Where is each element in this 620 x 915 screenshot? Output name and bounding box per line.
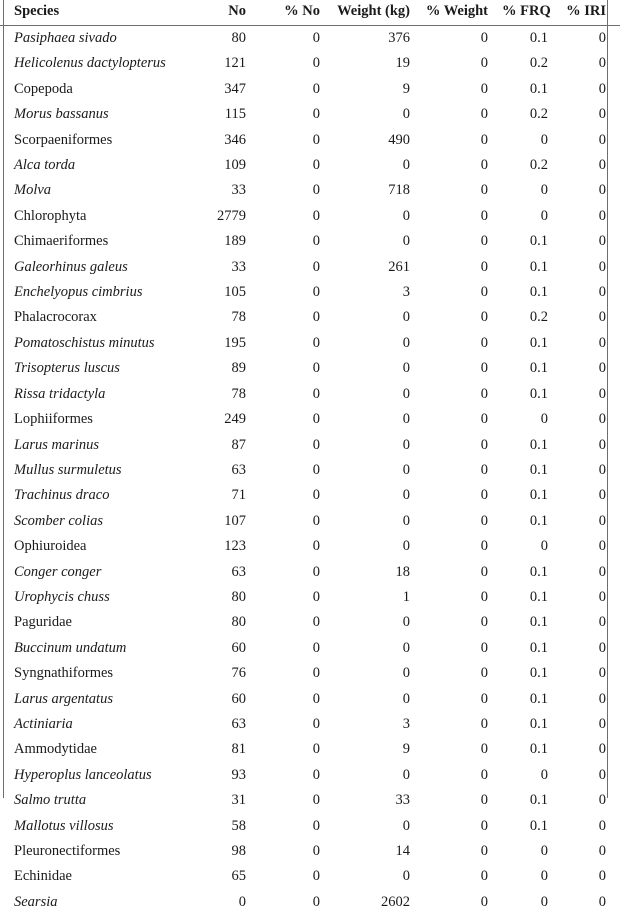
cell-species: Urophycis chuss [0, 585, 196, 610]
cell-species: Mullus surmuletus [0, 458, 196, 483]
cell-no: 107 [196, 509, 260, 534]
cell-pct-iri: 0 [562, 382, 620, 407]
cell-no: 65 [196, 864, 260, 889]
column-header-weight[interactable]: Weight (kg) [334, 0, 424, 26]
cell-pct-frq: 0 [502, 178, 562, 203]
cell-pct-frq: 0.1 [502, 280, 562, 305]
cell-species: Conger conger [0, 560, 196, 585]
cell-pct-wt: 0 [424, 229, 502, 254]
cell-weight: 0 [334, 204, 424, 229]
cell-weight: 0 [334, 153, 424, 178]
cell-species: Molva [0, 178, 196, 203]
cell-no: 33 [196, 178, 260, 203]
cell-pct-wt: 0 [424, 661, 502, 686]
cell-pct-frq: 0.2 [502, 305, 562, 330]
cell-weight: 0 [334, 458, 424, 483]
cell-pct-iri: 0 [562, 712, 620, 737]
cell-no: 189 [196, 229, 260, 254]
cell-pct-no: 0 [260, 483, 334, 508]
table-left-border [3, 0, 4, 798]
cell-pct-frq: 0.1 [502, 229, 562, 254]
cell-pct-no: 0 [260, 102, 334, 127]
table-row[interactable] [0, 737, 620, 762]
cell-pct-wt: 0 [424, 712, 502, 737]
cell-pct-frq: 0.2 [502, 102, 562, 127]
cell-species: Searsia [0, 890, 196, 915]
cell-weight: 0 [334, 356, 424, 381]
cell-weight: 0 [334, 610, 424, 635]
cell-no: 123 [196, 534, 260, 559]
cell-no: 63 [196, 712, 260, 737]
cell-pct-wt: 0 [424, 51, 502, 76]
cell-pct-frq: 0.1 [502, 382, 562, 407]
cell-pct-wt: 0 [424, 356, 502, 381]
cell-pct-wt: 0 [424, 737, 502, 762]
table-row[interactable] [0, 178, 620, 203]
cell-pct-no: 0 [260, 51, 334, 76]
cell-no: 63 [196, 560, 260, 585]
cell-pct-iri: 0 [562, 839, 620, 864]
cell-pct-no: 0 [260, 560, 334, 585]
cell-pct-wt: 0 [424, 763, 502, 788]
cell-pct-no: 0 [260, 280, 334, 305]
cell-pct-frq: 0 [502, 128, 562, 153]
cell-species: Echinidae [0, 864, 196, 889]
column-header-species[interactable]: Species [0, 0, 196, 26]
cell-weight: 2602 [334, 890, 424, 915]
cell-pct-no: 0 [260, 610, 334, 635]
cell-weight: 0 [334, 687, 424, 712]
table-row[interactable] [0, 128, 620, 153]
cell-pct-wt: 0 [424, 280, 502, 305]
cell-weight: 0 [334, 382, 424, 407]
cell-species: Chimaeriformes [0, 229, 196, 254]
cell-weight: 261 [334, 255, 424, 280]
table-row[interactable] [0, 890, 620, 915]
cell-weight: 0 [334, 483, 424, 508]
cell-no: 346 [196, 128, 260, 153]
table-row[interactable] [0, 204, 620, 229]
cell-weight: 0 [334, 636, 424, 661]
cell-pct-wt: 0 [424, 153, 502, 178]
cell-pct-iri: 0 [562, 305, 620, 330]
cell-pct-wt: 0 [424, 560, 502, 585]
cell-pct-iri: 0 [562, 51, 620, 76]
cell-pct-iri: 0 [562, 890, 620, 915]
cell-pct-no: 0 [260, 534, 334, 559]
cell-pct-frq: 0.1 [502, 636, 562, 661]
cell-weight: 9 [334, 77, 424, 102]
cell-pct-frq: 0.1 [502, 458, 562, 483]
cell-pct-wt: 0 [424, 102, 502, 127]
cell-pct-iri: 0 [562, 687, 620, 712]
table-row[interactable] [0, 712, 620, 737]
cell-no: 78 [196, 305, 260, 330]
cell-pct-iri: 0 [562, 77, 620, 102]
cell-pct-frq: 0.1 [502, 331, 562, 356]
cell-pct-iri: 0 [562, 864, 620, 889]
cell-species: Rissa tridactyla [0, 382, 196, 407]
table-row[interactable] [0, 331, 620, 356]
cell-no: 78 [196, 382, 260, 407]
cell-pct-wt: 0 [424, 305, 502, 330]
cell-pct-wt: 0 [424, 636, 502, 661]
cell-no: 109 [196, 153, 260, 178]
table-row[interactable] [0, 102, 620, 127]
table-row[interactable] [0, 585, 620, 610]
cell-weight: 3 [334, 712, 424, 737]
cell-pct-frq: 0.1 [502, 560, 562, 585]
table-row[interactable] [0, 687, 620, 712]
cell-no: 105 [196, 280, 260, 305]
cell-species: Helicolenus dactylopterus [0, 51, 196, 76]
cell-pct-iri: 0 [562, 356, 620, 381]
cell-weight: 0 [334, 305, 424, 330]
cell-pct-iri: 0 [562, 204, 620, 229]
table-row[interactable] [0, 26, 620, 52]
table-row[interactable] [0, 255, 620, 280]
cell-pct-no: 0 [260, 26, 334, 52]
cell-species: Mallotus villosus [0, 814, 196, 839]
cell-pct-no: 0 [260, 255, 334, 280]
cell-pct-wt: 0 [424, 839, 502, 864]
cell-no: 93 [196, 763, 260, 788]
cell-pct-no: 0 [260, 331, 334, 356]
cell-no: 121 [196, 51, 260, 76]
cell-pct-no: 0 [260, 128, 334, 153]
cell-pct-wt: 0 [424, 788, 502, 813]
cell-species: Larus marinus [0, 433, 196, 458]
cell-pct-wt: 0 [424, 407, 502, 432]
cell-pct-no: 0 [260, 636, 334, 661]
cell-pct-iri: 0 [562, 26, 620, 52]
cell-no: 60 [196, 687, 260, 712]
cell-pct-iri: 0 [562, 407, 620, 432]
table-body [0, 26, 620, 915]
cell-pct-no: 0 [260, 737, 334, 762]
cell-pct-iri: 0 [562, 433, 620, 458]
cell-pct-no: 0 [260, 864, 334, 889]
cell-pct-iri: 0 [562, 585, 620, 610]
cell-pct-no: 0 [260, 382, 334, 407]
cell-weight: 0 [334, 814, 424, 839]
cell-pct-frq: 0.1 [502, 712, 562, 737]
cell-weight: 14 [334, 839, 424, 864]
cell-pct-frq: 0.1 [502, 483, 562, 508]
cell-pct-iri: 0 [562, 229, 620, 254]
table-row[interactable] [0, 814, 620, 839]
cell-pct-frq: 0 [502, 534, 562, 559]
cell-pct-no: 0 [260, 407, 334, 432]
table-row[interactable] [0, 305, 620, 330]
cell-pct-wt: 0 [424, 77, 502, 102]
cell-pct-frq: 0.1 [502, 661, 562, 686]
cell-pct-frq: 0 [502, 204, 562, 229]
cell-weight: 0 [334, 102, 424, 127]
header-row [0, 0, 620, 26]
cell-pct-no: 0 [260, 661, 334, 686]
cell-weight: 0 [334, 509, 424, 534]
cell-pct-iri: 0 [562, 128, 620, 153]
cell-pct-wt: 0 [424, 890, 502, 915]
cell-pct-no: 0 [260, 229, 334, 254]
cell-pct-wt: 0 [424, 331, 502, 356]
cell-species: Syngnathiformes [0, 661, 196, 686]
cell-pct-no: 0 [260, 77, 334, 102]
cell-pct-wt: 0 [424, 382, 502, 407]
cell-pct-no: 0 [260, 814, 334, 839]
cell-species: Salmo trutta [0, 788, 196, 813]
cell-pct-wt: 0 [424, 204, 502, 229]
cell-pct-no: 0 [260, 509, 334, 534]
cell-pct-iri: 0 [562, 458, 620, 483]
table-row[interactable] [0, 51, 620, 76]
cell-pct-no: 0 [260, 458, 334, 483]
table-row[interactable] [0, 77, 620, 102]
column-header-pct-no[interactable]: % No [260, 0, 334, 26]
cell-pct-frq: 0.1 [502, 356, 562, 381]
cell-weight: 0 [334, 229, 424, 254]
cell-species: Scomber colias [0, 509, 196, 534]
cell-pct-wt: 0 [424, 255, 502, 280]
table-row[interactable] [0, 610, 620, 635]
cell-pct-iri: 0 [562, 483, 620, 508]
cell-weight: 3 [334, 280, 424, 305]
cell-pct-iri: 0 [562, 610, 620, 635]
cell-pct-iri: 0 [562, 788, 620, 813]
cell-pct-iri: 0 [562, 814, 620, 839]
table-row[interactable] [0, 382, 620, 407]
cell-pct-iri: 0 [562, 636, 620, 661]
cell-no: 71 [196, 483, 260, 508]
cell-no: 76 [196, 661, 260, 686]
cell-pct-no: 0 [260, 839, 334, 864]
cell-weight: 0 [334, 534, 424, 559]
cell-pct-iri: 0 [562, 763, 620, 788]
column-header-pct-frq[interactable]: % FRQ [502, 0, 562, 26]
cell-weight: 490 [334, 128, 424, 153]
table-row[interactable] [0, 433, 620, 458]
cell-species: Pasiphaea sivado [0, 26, 196, 52]
table-row[interactable] [0, 229, 620, 254]
table-row[interactable] [0, 407, 620, 432]
cell-pct-iri: 0 [562, 560, 620, 585]
cell-pct-no: 0 [260, 763, 334, 788]
cell-pct-no: 0 [260, 178, 334, 203]
cell-pct-no: 0 [260, 433, 334, 458]
cell-pct-wt: 0 [424, 178, 502, 203]
cell-pct-frq: 0 [502, 839, 562, 864]
cell-weight: 376 [334, 26, 424, 52]
cell-no: 87 [196, 433, 260, 458]
cell-pct-frq: 0.1 [502, 26, 562, 52]
cell-species: Ammodytidae [0, 737, 196, 762]
cell-pct-frq: 0.1 [502, 255, 562, 280]
cell-pct-wt: 0 [424, 433, 502, 458]
cell-pct-no: 0 [260, 687, 334, 712]
cell-pct-wt: 0 [424, 864, 502, 889]
cell-species: Buccinum undatum [0, 636, 196, 661]
cell-no: 80 [196, 26, 260, 52]
cell-pct-frq: 0.1 [502, 814, 562, 839]
cell-no: 347 [196, 77, 260, 102]
cell-pct-frq: 0 [502, 890, 562, 915]
cell-weight: 1 [334, 585, 424, 610]
cell-no: 31 [196, 788, 260, 813]
cell-pct-iri: 0 [562, 255, 620, 280]
cell-no: 195 [196, 331, 260, 356]
column-header-pct-weight[interactable]: % Weight [424, 0, 502, 26]
cell-no: 81 [196, 737, 260, 762]
cell-species: Morus bassanus [0, 102, 196, 127]
cell-pct-frq: 0.1 [502, 509, 562, 534]
cell-pct-frq: 0.2 [502, 51, 562, 76]
cell-pct-iri: 0 [562, 153, 620, 178]
cell-weight: 0 [334, 864, 424, 889]
cell-no: 33 [196, 255, 260, 280]
cell-species: Actiniaria [0, 712, 196, 737]
cell-pct-iri: 0 [562, 737, 620, 762]
cell-pct-no: 0 [260, 788, 334, 813]
table-row[interactable] [0, 788, 620, 813]
table-row[interactable] [0, 560, 620, 585]
column-header-no[interactable]: No [196, 0, 260, 26]
cell-pct-frq: 0.1 [502, 687, 562, 712]
cell-weight: 33 [334, 788, 424, 813]
cell-pct-frq: 0.1 [502, 77, 562, 102]
table-row[interactable] [0, 356, 620, 381]
cell-pct-frq: 0.1 [502, 788, 562, 813]
cell-species: Trachinus draco [0, 483, 196, 508]
cell-pct-wt: 0 [424, 26, 502, 52]
cell-pct-no: 0 [260, 204, 334, 229]
cell-weight: 0 [334, 331, 424, 356]
cell-pct-wt: 0 [424, 128, 502, 153]
cell-pct-wt: 0 [424, 534, 502, 559]
cell-species: Trisopterus luscus [0, 356, 196, 381]
cell-pct-wt: 0 [424, 509, 502, 534]
cell-pct-no: 0 [260, 585, 334, 610]
table-header [0, 0, 620, 26]
cell-no: 60 [196, 636, 260, 661]
cell-weight: 18 [334, 560, 424, 585]
cell-weight: 718 [334, 178, 424, 203]
cell-weight: 9 [334, 737, 424, 762]
table-row[interactable] [0, 534, 620, 559]
column-header-pct-iri[interactable]: % IRI [562, 0, 620, 26]
cell-species: Copepoda [0, 77, 196, 102]
cell-no: 58 [196, 814, 260, 839]
cell-no: 89 [196, 356, 260, 381]
table-row[interactable] [0, 280, 620, 305]
cell-pct-frq: 0.2 [502, 153, 562, 178]
cell-pct-iri: 0 [562, 661, 620, 686]
cell-pct-frq: 0.1 [502, 433, 562, 458]
table-row[interactable] [0, 864, 620, 889]
cell-pct-iri: 0 [562, 102, 620, 127]
cell-pct-frq: 0 [502, 763, 562, 788]
cell-weight: 0 [334, 407, 424, 432]
cell-pct-frq: 0.1 [502, 585, 562, 610]
cell-pct-no: 0 [260, 890, 334, 915]
cell-species: Pleuronectiformes [0, 839, 196, 864]
cell-pct-no: 0 [260, 305, 334, 330]
cell-pct-iri: 0 [562, 280, 620, 305]
cell-weight: 0 [334, 763, 424, 788]
table-row[interactable] [0, 839, 620, 864]
cell-species: Phalacrocorax [0, 305, 196, 330]
cell-pct-wt: 0 [424, 585, 502, 610]
table-row[interactable] [0, 509, 620, 534]
table-row[interactable] [0, 458, 620, 483]
cell-no: 63 [196, 458, 260, 483]
cell-no: 115 [196, 102, 260, 127]
table-row[interactable] [0, 661, 620, 686]
table-row[interactable] [0, 153, 620, 178]
cell-pct-no: 0 [260, 356, 334, 381]
cell-species: Enchelyopus cimbrius [0, 280, 196, 305]
table-row[interactable] [0, 483, 620, 508]
cell-pct-frq: 0 [502, 864, 562, 889]
cell-pct-wt: 0 [424, 610, 502, 635]
cell-pct-iri: 0 [562, 534, 620, 559]
cell-no: 249 [196, 407, 260, 432]
table-row[interactable] [0, 636, 620, 661]
cell-species: Paguridae [0, 610, 196, 635]
cell-no: 2779 [196, 204, 260, 229]
cell-species: Larus argentatus [0, 687, 196, 712]
cell-no: 98 [196, 839, 260, 864]
cell-weight: 19 [334, 51, 424, 76]
cell-pct-iri: 0 [562, 178, 620, 203]
cell-pct-no: 0 [260, 712, 334, 737]
cell-species: Pomatoschistus minutus [0, 331, 196, 356]
cell-pct-wt: 0 [424, 814, 502, 839]
cell-species: Alca torda [0, 153, 196, 178]
cell-species: Ophiuroidea [0, 534, 196, 559]
cell-pct-iri: 0 [562, 509, 620, 534]
cell-pct-iri: 0 [562, 331, 620, 356]
cell-no: 0 [196, 890, 260, 915]
cell-pct-no: 0 [260, 153, 334, 178]
cell-species: Hyperoplus lanceolatus [0, 763, 196, 788]
cell-pct-frq: 0.1 [502, 610, 562, 635]
cell-no: 80 [196, 585, 260, 610]
cell-pct-frq: 0 [502, 407, 562, 432]
cell-weight: 0 [334, 661, 424, 686]
cell-weight: 0 [334, 433, 424, 458]
cell-no: 80 [196, 610, 260, 635]
cell-pct-wt: 0 [424, 483, 502, 508]
cell-species: Lophiiformes [0, 407, 196, 432]
cell-species: Galeorhinus galeus [0, 255, 196, 280]
cell-pct-wt: 0 [424, 458, 502, 483]
cell-pct-frq: 0.1 [502, 737, 562, 762]
cell-pct-wt: 0 [424, 687, 502, 712]
cell-species: Scorpaeniformes [0, 128, 196, 153]
table-right-border [607, 0, 608, 798]
cell-species: Chlorophyta [0, 204, 196, 229]
table-row[interactable] [0, 763, 620, 788]
